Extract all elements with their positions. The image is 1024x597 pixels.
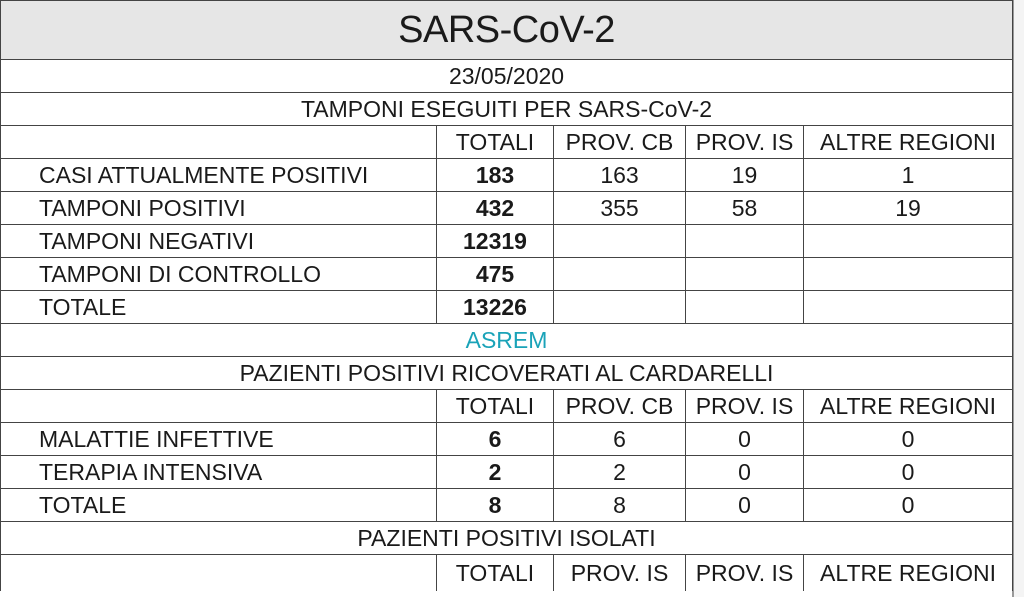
section-heading-row bbox=[1, 93, 1013, 126]
cell-totali: 6 bbox=[437, 423, 554, 456]
row-label: TAMPONI DI CONTROLLO bbox=[1, 258, 437, 291]
date-row bbox=[1, 60, 1013, 93]
row-label: CASI ATTUALMENTE POSITIVI bbox=[1, 159, 437, 192]
cell-prov-cb bbox=[554, 258, 686, 291]
source-row bbox=[1, 324, 1013, 357]
report-title: SARS-CoV-2 bbox=[1, 1, 1013, 60]
cell-prov-is bbox=[686, 225, 804, 258]
cell-prov-cb: 163 bbox=[554, 159, 686, 192]
table-row bbox=[1, 489, 1013, 522]
cell-prov-is: 0 bbox=[686, 423, 804, 456]
row-label: TAMPONI NEGATIVI bbox=[1, 225, 437, 258]
column-header-totali: TOTALI bbox=[437, 555, 554, 592]
row-label: TOTALE bbox=[1, 489, 437, 522]
cell-prov-is: 0 bbox=[686, 456, 804, 489]
column-header-empty bbox=[1, 126, 437, 159]
cell-prov-cb bbox=[554, 291, 686, 324]
row-label: MALATTIE INFETTIVE bbox=[1, 423, 437, 456]
cell-prov-cb bbox=[554, 225, 686, 258]
column-header-row bbox=[1, 390, 1013, 423]
cell-prov-cb: 355 bbox=[554, 192, 686, 225]
cell-totali: 2 bbox=[437, 456, 554, 489]
cell-totali: 12319 bbox=[437, 225, 554, 258]
row-label: TAMPONI POSITIVI bbox=[1, 192, 437, 225]
cell-prov-cb: 2 bbox=[554, 456, 686, 489]
table-row bbox=[1, 423, 1013, 456]
cell-altre-regioni: 19 bbox=[804, 192, 1013, 225]
row-label: TERAPIA INTENSIVA bbox=[1, 456, 437, 489]
asrem-link[interactable]: ASREM bbox=[1, 324, 1013, 357]
cell-altre-regioni: 0 bbox=[804, 489, 1013, 522]
cell-prov-is: 19 bbox=[686, 159, 804, 192]
cell-prov-cb: 6 bbox=[554, 423, 686, 456]
cell-totali: 432 bbox=[437, 192, 554, 225]
table-row bbox=[1, 225, 1013, 258]
cell-prov-is: 58 bbox=[686, 192, 804, 225]
row-label: TOTALE bbox=[1, 291, 437, 324]
column-header-altre-regioni: ALTRE REGIONI bbox=[804, 555, 1013, 592]
cell-prov-is bbox=[686, 258, 804, 291]
title-row bbox=[1, 1, 1013, 60]
table-row bbox=[1, 192, 1013, 225]
column-header-empty bbox=[1, 390, 437, 423]
column-header-prov-is: PROV. IS bbox=[686, 390, 804, 423]
section2-heading: PAZIENTI POSITIVI RICOVERATI AL CARDARELLI bbox=[1, 357, 1013, 390]
column-header-empty bbox=[1, 555, 437, 592]
section-heading-row bbox=[1, 357, 1013, 390]
report-date: 23/05/2020 bbox=[1, 60, 1013, 93]
cell-altre-regioni: 1 bbox=[804, 159, 1013, 192]
section3-heading: PAZIENTI POSITIVI ISOLATI bbox=[1, 522, 1013, 555]
table-row bbox=[1, 456, 1013, 489]
column-header-prov-is: PROV. IS bbox=[686, 126, 804, 159]
cell-altre-regioni bbox=[804, 291, 1013, 324]
table-row bbox=[1, 291, 1013, 324]
column-header-prov-is: PROV. IS bbox=[686, 555, 804, 592]
cell-altre-regioni: 0 bbox=[804, 423, 1013, 456]
cell-totali: 13226 bbox=[437, 291, 554, 324]
cell-altre-regioni: 0 bbox=[804, 456, 1013, 489]
column-header-row bbox=[1, 126, 1013, 159]
cell-totali: 8 bbox=[437, 489, 554, 522]
column-header-prov-cb: PROV. CB bbox=[554, 126, 686, 159]
column-header-row bbox=[1, 555, 1013, 592]
section1-heading: TAMPONI ESEGUITI PER SARS-CoV-2 bbox=[1, 93, 1013, 126]
section-heading-row bbox=[1, 522, 1013, 555]
cell-prov-is: 0 bbox=[686, 489, 804, 522]
cell-prov-cb: 8 bbox=[554, 489, 686, 522]
column-header-altre-regioni: ALTRE REGIONI bbox=[804, 390, 1013, 423]
table-row bbox=[1, 159, 1013, 192]
cell-altre-regioni bbox=[804, 225, 1013, 258]
cell-totali: 475 bbox=[437, 258, 554, 291]
cell-prov-is bbox=[686, 291, 804, 324]
column-header-altre-regioni: ALTRE REGIONI bbox=[804, 126, 1013, 159]
table-row bbox=[1, 258, 1013, 291]
column-header-prov-cb: PROV. CB bbox=[554, 390, 686, 423]
cell-altre-regioni bbox=[804, 258, 1013, 291]
column-header-totali: TOTALI bbox=[437, 390, 554, 423]
cell-totali: 183 bbox=[437, 159, 554, 192]
column-header-prov-cb: PROV. IS bbox=[554, 555, 686, 592]
column-header-totali: TOTALI bbox=[437, 126, 554, 159]
